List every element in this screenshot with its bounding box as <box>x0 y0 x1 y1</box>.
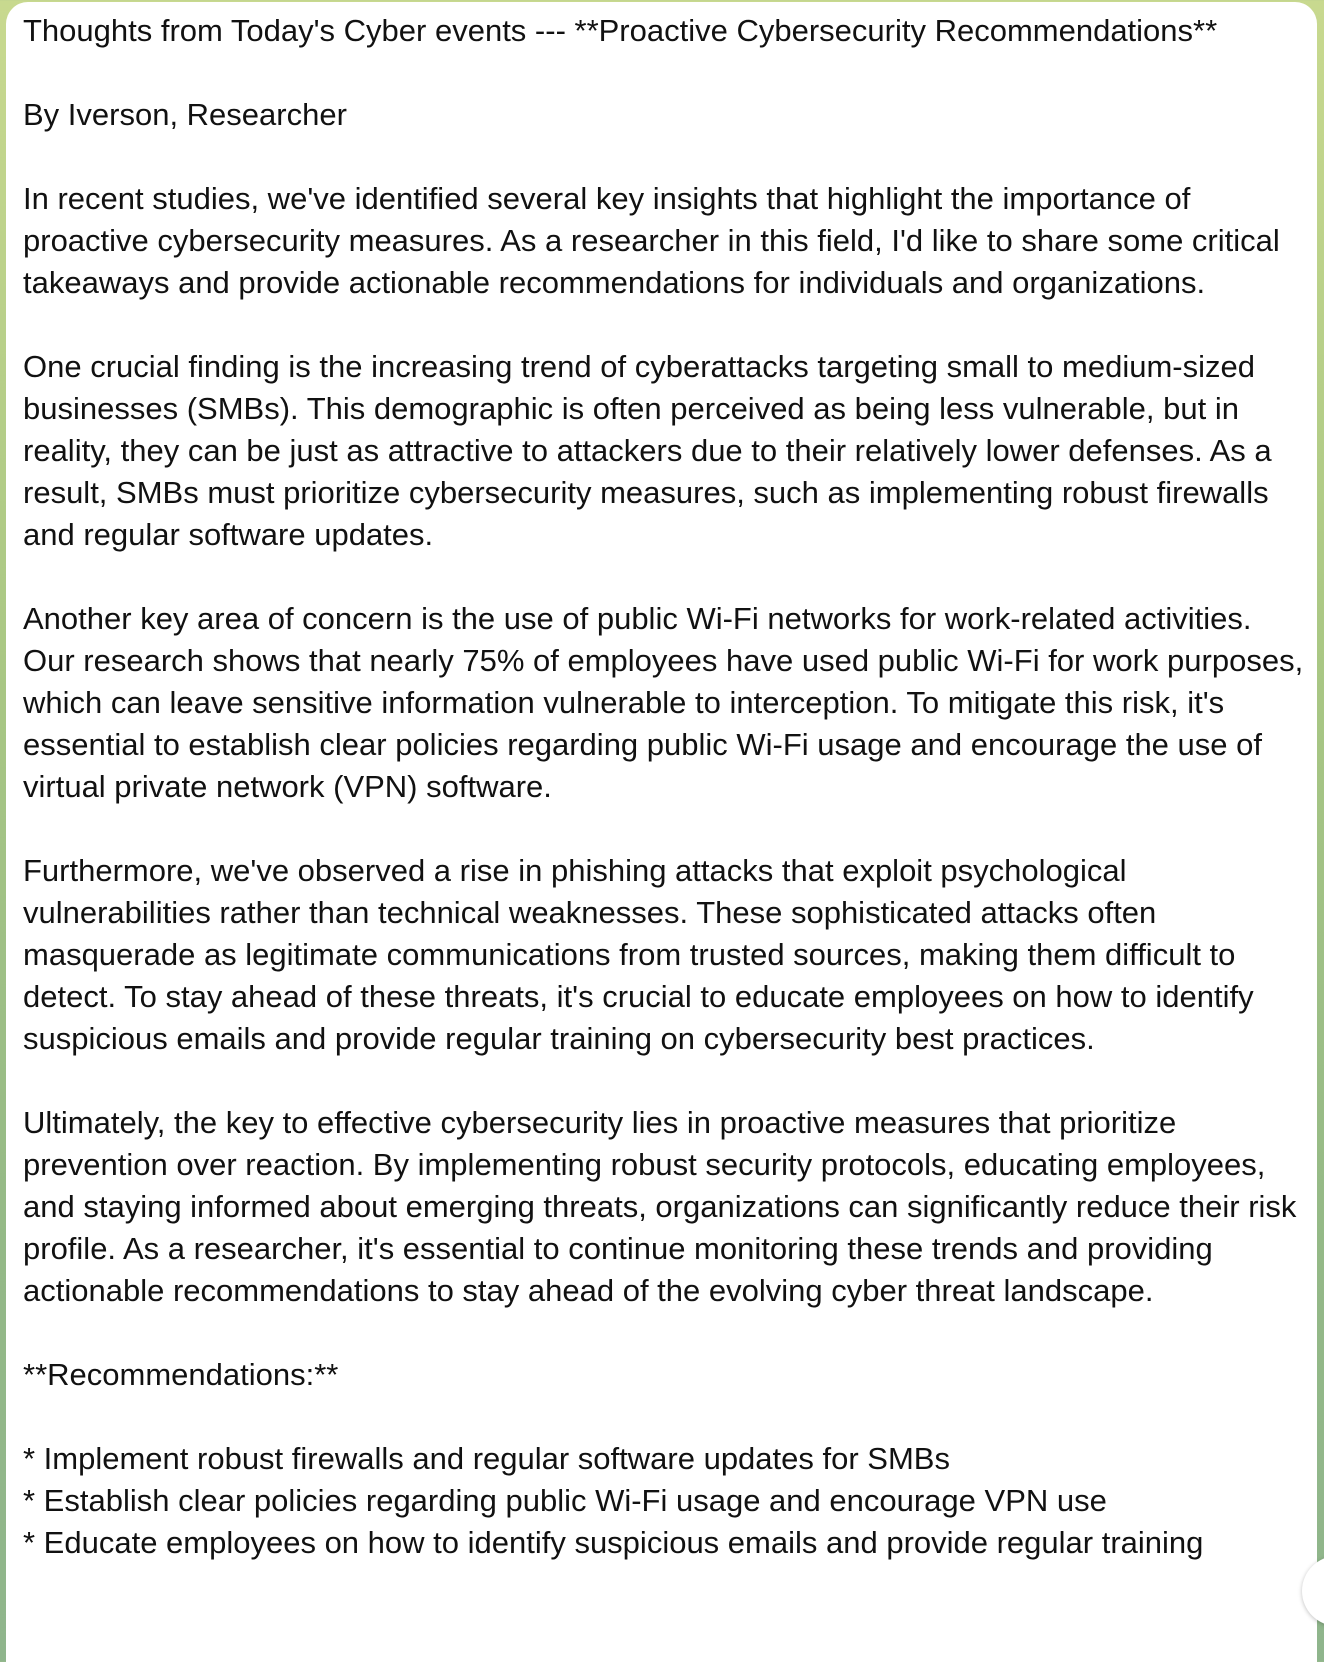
paragraph-conclusion: Ultimately, the key to effective cybersecurity lies in proactive measures that prioritize prevention over reaction. By implementing robust security protocols, educating employees, and staying informed about emerging threats, organizations can significantly reduce their risk profile. As a researcher, it's essential to continue monitoring these trends and providing actionable recommendations to stay ahead of the evolving cyber threat landscape. <box>23 1105 1297 1308</box>
paragraph-phishing: Furthermore, we've observed a rise in phishing attacks that exploit psychological vulnerabilities rather than technical weaknesses. These sophisticated attacks often masquerade as legitimate communications from trusted sources, making them difficult to detect. To stay ahead of these threats, it's crucial to educate employees on how to identify suspicious emails and provide regular training on cybersecurity best practices. <box>23 853 1254 1056</box>
recommendations-list <box>23 1438 1307 1564</box>
message-text <box>23 10 1307 1564</box>
paragraph-smb: One crucial finding is the increasing trend of cyberattacks targeting small to medium-sized businesses (SMBs). This demographic is often perceived as being less vulnerable, but in reality, they can be just as attractive to attackers due to their relatively lower defenses. As a result, SMBs must prioritize cybersecurity measures, such as implementing robust firewalls and regular software updates. <box>23 349 1272 552</box>
list-item: * Establish clear policies regarding public Wi-Fi usage and encourage VPN use <box>23 1483 1107 1518</box>
recommendations-heading: **Recommendations:** <box>23 1357 339 1392</box>
paragraph-intro: In recent studies, we've identified several key insights that highlight the importance of proactive cybersecurity measures. As a researcher in this field, I'd like to share some critical takeaways and provide actionable recommendations for individuals and organizations. <box>23 181 1280 300</box>
message-title: Thoughts from Today's Cyber events --- **Proactive Cybersecurity Recommendations** <box>23 13 1218 48</box>
message-bubble[interactable] <box>6 2 1317 1662</box>
list-item: * Implement robust firewalls and regular software updates for SMBs <box>23 1441 950 1476</box>
message-byline: By Iverson, Researcher <box>23 97 347 132</box>
paragraph-wifi: Another key area of concern is the use of public Wi-Fi networks for work-related activities. Our research shows that nearly 75% of employees have used public Wi-Fi for work purposes, which can leave sensitive information vulnerable to interception. To mitigate this risk, it's essential to establish clear policies regarding public Wi-Fi usage and encourage the use of virtual private network (VPN) software. <box>23 601 1304 804</box>
list-item: * Educate employees on how to identify suspicious emails and provide regular training <box>23 1525 1204 1560</box>
